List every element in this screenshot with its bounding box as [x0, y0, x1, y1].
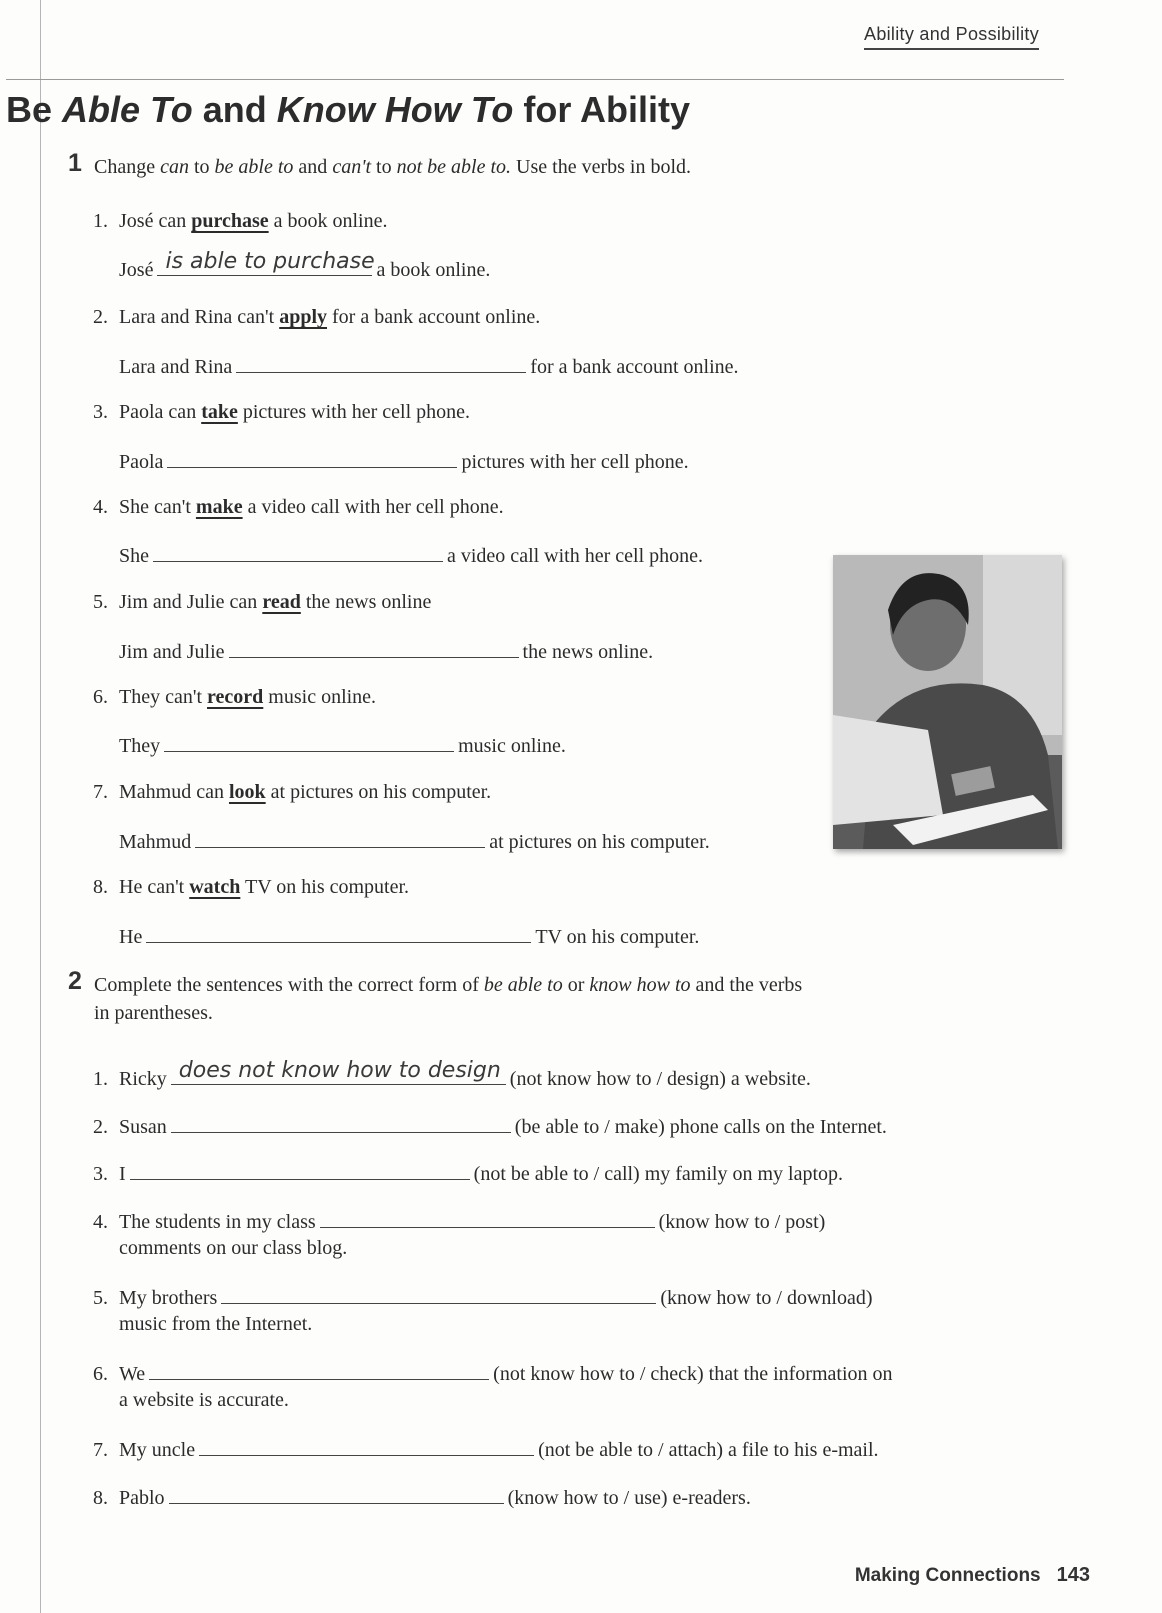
exercise-1-answer-line — [93, 827, 710, 855]
item-number: 4. — [93, 496, 108, 518]
answer-blank[interactable] — [229, 637, 519, 658]
exercise-2-instruction — [94, 971, 968, 1027]
item-number: 5. — [93, 1287, 108, 1309]
page-margin-line — [40, 0, 41, 1613]
exercise-1-answer-line — [93, 352, 739, 380]
bold-verb: apply — [279, 306, 328, 328]
sentence-rest: for a bank account online. — [530, 356, 739, 378]
answer-blank[interactable] — [146, 922, 531, 943]
instr-text: and the verbs — [690, 974, 803, 996]
sentence-subject: Paola — [119, 451, 164, 473]
exercise-1-question — [93, 684, 376, 710]
exercise-1-question — [93, 399, 470, 425]
handwritten-answer: does not know how to design — [178, 1058, 501, 1083]
item-number: 6. — [93, 1363, 108, 1385]
exercise-1-question — [93, 874, 409, 900]
sentence-rest: music online. — [458, 735, 566, 757]
sentence-subject: She — [119, 545, 149, 567]
sentence-subject: Jim and Julie — [119, 641, 225, 663]
answer-blank[interactable] — [236, 352, 526, 373]
sentence-subject: He — [119, 926, 143, 948]
answer-blank[interactable] — [130, 1159, 470, 1180]
instr-text: to — [188, 156, 215, 178]
answer-blank[interactable] — [167, 447, 457, 468]
item-number: 3. — [93, 1163, 108, 1185]
sentence-rest: (not know how to / check) that the information on — [493, 1363, 893, 1385]
sentence-rest: pictures with her cell phone. — [461, 451, 689, 473]
question-text: He can't — [119, 876, 190, 898]
exercise-2-item — [93, 1483, 751, 1511]
sentence-subject: José — [119, 259, 154, 281]
exercise-1-answer-line — [93, 637, 653, 665]
exercise-1 — [68, 149, 968, 181]
question-text: for a bank account online. — [327, 306, 541, 328]
exercise-1-answer-line — [93, 731, 566, 759]
question-text: Lara and Rina can't — [119, 306, 280, 328]
exercise-1-answer-line — [93, 249, 491, 283]
answer-blank[interactable] — [171, 1112, 511, 1133]
item-number: 1. — [93, 210, 108, 232]
sentence-rest: (not know how to / design) a website. — [509, 1068, 811, 1090]
sentence-rest: a book online. — [376, 259, 491, 281]
answer-blank[interactable] — [164, 731, 454, 752]
sentence-subject: My uncle — [119, 1439, 196, 1461]
sentence-subject: Susan — [119, 1116, 167, 1138]
sentence-subject: My brothers — [119, 1287, 218, 1309]
instr-text: Change — [94, 156, 161, 178]
question-text: Paola can — [119, 401, 202, 423]
item-number: 3. — [93, 401, 108, 423]
exercise-1-answer-line — [93, 541, 703, 569]
title-part-2: Able To — [62, 89, 193, 130]
item-number: 6. — [93, 686, 108, 708]
exercise-1-question — [93, 208, 388, 234]
sentence-rest: (be able to / make) phone calls on the Internet. — [514, 1116, 887, 1138]
instr-italic: can — [160, 156, 189, 178]
sentence-subject: I — [119, 1163, 126, 1185]
exercise-2-item — [93, 1283, 873, 1311]
exercise-1-question — [93, 494, 504, 520]
item-number: 7. — [93, 1439, 108, 1461]
sentence-rest: (know how to / download) — [660, 1287, 873, 1309]
exercise-2-item — [93, 1359, 893, 1387]
answer-blank[interactable] — [199, 1435, 534, 1456]
sentence-rest: (not be able to / attach) a file to his e-mail. — [538, 1439, 879, 1461]
exercise-2-item — [93, 1159, 843, 1187]
exercise-1-question — [93, 304, 540, 330]
exercise-2-item-continuation — [119, 1387, 289, 1413]
question-text: TV on his computer. — [240, 876, 410, 898]
question-text: a video call with her cell phone. — [242, 496, 504, 518]
question-text: pictures with her cell phone. — [237, 401, 471, 423]
sentence-subject: Ricky — [119, 1068, 167, 1090]
page-footer — [855, 1564, 1090, 1587]
sentence-rest: (not be able to / call) my family on my laptop. — [473, 1163, 844, 1185]
chapter-header: Ability and Possibility — [864, 24, 1039, 50]
item-number: 1. — [93, 1068, 108, 1090]
sentence-subject: The students in my class — [119, 1211, 316, 1233]
answer-blank[interactable] — [320, 1207, 655, 1228]
item-number: 2. — [93, 306, 108, 328]
header-rule — [6, 79, 1064, 80]
answer-blank[interactable] — [153, 541, 443, 562]
exercise-1-instruction — [94, 153, 968, 181]
item-number: 8. — [93, 1487, 108, 1509]
question-text: She can't — [119, 496, 196, 518]
sentence-subject: Pablo — [119, 1487, 165, 1509]
instr-italic: know how to — [589, 974, 691, 996]
continuation-text: a website is accurate. — [119, 1389, 289, 1411]
sentence-subject: Mahmud — [119, 831, 192, 853]
title-part-4: Know How To — [276, 89, 514, 130]
question-text: José can — [119, 210, 192, 232]
bold-verb: make — [195, 496, 243, 518]
exercise-2-item — [93, 1058, 811, 1092]
answer-blank[interactable] — [157, 249, 375, 276]
instr-text: to — [371, 156, 397, 178]
answer-blank[interactable] — [171, 1058, 506, 1085]
instr-text: in parentheses. — [94, 1002, 213, 1024]
item-number: 8. — [93, 876, 108, 898]
bold-verb: look — [228, 781, 266, 803]
exercise-2-item — [93, 1435, 879, 1463]
footer-section: Making Connections — [854, 1565, 1041, 1586]
exercise-2-item — [93, 1207, 825, 1235]
answer-blank[interactable] — [195, 827, 485, 848]
page-title — [6, 89, 690, 131]
question-text: the news online — [300, 591, 432, 613]
answer-blank[interactable] — [169, 1483, 504, 1504]
sentence-rest: the news online. — [522, 641, 654, 663]
exercise-1-answer-line — [93, 922, 699, 950]
continuation-text: comments on our class blog. — [119, 1237, 348, 1259]
sentence-rest: (know how to / post) — [658, 1211, 826, 1233]
exercise-1-number: 1 — [68, 149, 82, 177]
bold-verb: take — [201, 401, 238, 423]
sentence-rest: a video call with her cell phone. — [447, 545, 704, 567]
exercise-2 — [68, 967, 968, 1027]
exercise-2-item — [93, 1112, 887, 1140]
question-text: at pictures on his computer. — [265, 781, 492, 803]
exercise-1-question — [93, 589, 431, 615]
exercise-1-question — [93, 779, 491, 805]
title-part-1: Be — [6, 89, 63, 130]
exercise-2-item-continuation — [119, 1311, 312, 1337]
item-number: 4. — [93, 1211, 108, 1233]
item-number: 2. — [93, 1116, 108, 1138]
instr-italic: can't — [332, 156, 372, 178]
title-part-5: for Ability — [513, 89, 691, 130]
sentence-subject: They — [119, 735, 161, 757]
answer-blank[interactable] — [149, 1359, 489, 1380]
instr-text: and — [293, 156, 333, 178]
item-number: 7. — [93, 781, 108, 803]
instr-italic: be able to — [483, 974, 563, 996]
continuation-text: music from the Internet. — [119, 1313, 313, 1335]
bold-verb: read — [262, 591, 301, 613]
exercise-2-number: 2 — [68, 967, 82, 995]
photo-illustration — [833, 555, 1062, 849]
bold-verb: purchase — [191, 210, 269, 232]
answer-blank[interactable] — [221, 1283, 656, 1304]
bold-verb: record — [207, 686, 264, 708]
question-text: music online. — [263, 686, 377, 708]
handwritten-answer: is able to purchase — [165, 249, 375, 274]
instr-text: Use the verbs in bold. — [511, 156, 692, 178]
photo-man-with-laptop — [833, 555, 1062, 849]
exercise-2-item-continuation — [119, 1235, 347, 1261]
sentence-rest: TV on his computer. — [535, 926, 700, 948]
question-text: They can't — [119, 686, 208, 708]
item-number: 5. — [93, 591, 108, 613]
sentence-rest: (know how to / use) e-readers. — [507, 1487, 751, 1509]
instr-text: or — [562, 974, 590, 996]
exercise-1-answer-line — [93, 447, 689, 475]
page-number: 143 — [1056, 1564, 1090, 1586]
title-part-3: and — [192, 89, 277, 130]
instr-italic: not be able to. — [396, 156, 512, 178]
question-text: Mahmud can — [119, 781, 229, 803]
instr-italic: be able to — [214, 156, 294, 178]
sentence-rest: at pictures on his computer. — [489, 831, 710, 853]
sentence-subject: Lara and Rina — [119, 356, 233, 378]
question-text: a book online. — [268, 210, 388, 232]
bold-verb: watch — [189, 876, 241, 898]
sentence-subject: We — [119, 1363, 146, 1385]
instr-text: Complete the sentences with the correct form of — [94, 974, 484, 996]
question-text: Jim and Julie can — [119, 591, 263, 613]
